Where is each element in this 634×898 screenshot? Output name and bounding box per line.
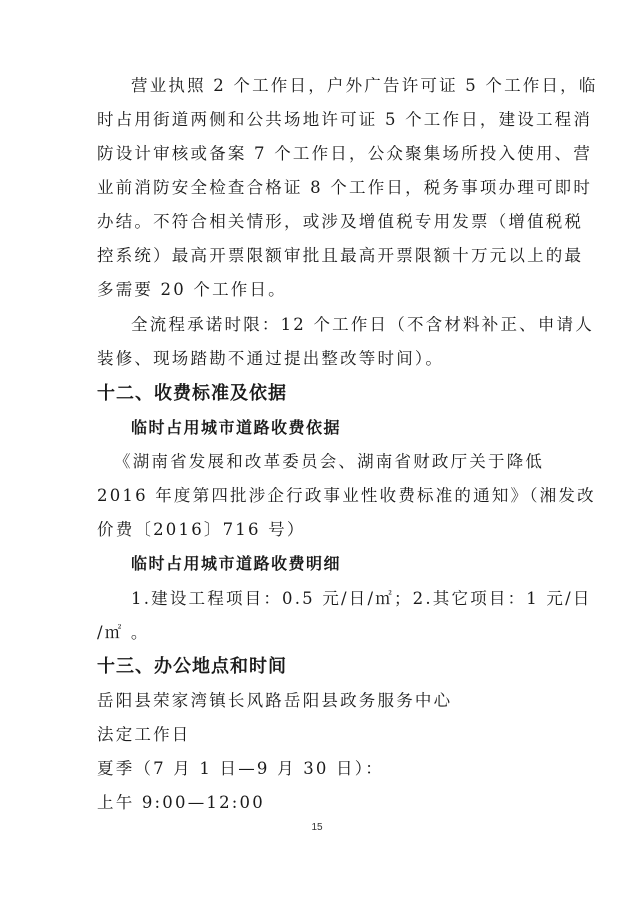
workday-label: 法定工作日	[97, 725, 191, 744]
section-heading-13: 十三、办公地点和时间	[97, 656, 287, 677]
section-heading-12: 十二、收费标准及依据	[97, 383, 287, 404]
page-number: 15	[311, 822, 323, 833]
fee-basis-line: 2016 年度第四批涉企行政事业性收费标准的通知》（湘发改	[97, 486, 596, 505]
fee-basis-title: 临时占用城市道路收费依据	[131, 418, 342, 437]
fee-basis-line: 价费〔2016〕716 号）	[97, 520, 306, 539]
paragraph-line: 时占用街道两侧和公共场地许可证 5 个工作日，建设工程消	[97, 110, 593, 129]
fee-detail-line: 1.建设工程项目：0.5 元/日/㎡；2.其它项目：1 元/日	[131, 589, 592, 608]
paragraph-line: 办结。不符合相关情形，或涉及增值税专用发票（增值税税	[97, 212, 584, 231]
fee-detail-line: /㎡ 。	[97, 623, 150, 642]
paragraph-line: 多需要 20 个工作日。	[97, 280, 287, 299]
office-address: 岳阳县荣家湾镇长风路岳阳县政务服务中心	[97, 691, 453, 710]
paragraph-line: 全流程承诺时限：12 个工作日（不含材料补正、申请人	[131, 315, 594, 334]
fee-detail-title: 临时占用城市道路收费明细	[131, 554, 342, 573]
morning-hours: 上午 9:00—12:00	[97, 793, 265, 812]
paragraph-line: 营业执照 2 个工作日，户外广告许可证 5 个工作日，临	[131, 76, 598, 95]
paragraph-line: 防设计审核或备案 7 个工作日，公众聚集场所投入使用、营	[97, 144, 593, 163]
paragraph-line: 控系统）最高开票限额审批且最高开票限额十万元以上的最	[97, 246, 584, 265]
paragraph-line: 装修、现场踏勘不通过提出整改等时间）。	[97, 349, 445, 368]
summer-hours-label: 夏季（7 月 1 日—9 月 30 日）：	[97, 759, 384, 778]
paragraph-line: 业前消防安全检查合格证 8 个工作日，税务事项办理可即时	[97, 178, 593, 197]
fee-basis-line: 《湖南省发展和改革委员会、湖南省财政厅关于降低	[114, 452, 545, 471]
